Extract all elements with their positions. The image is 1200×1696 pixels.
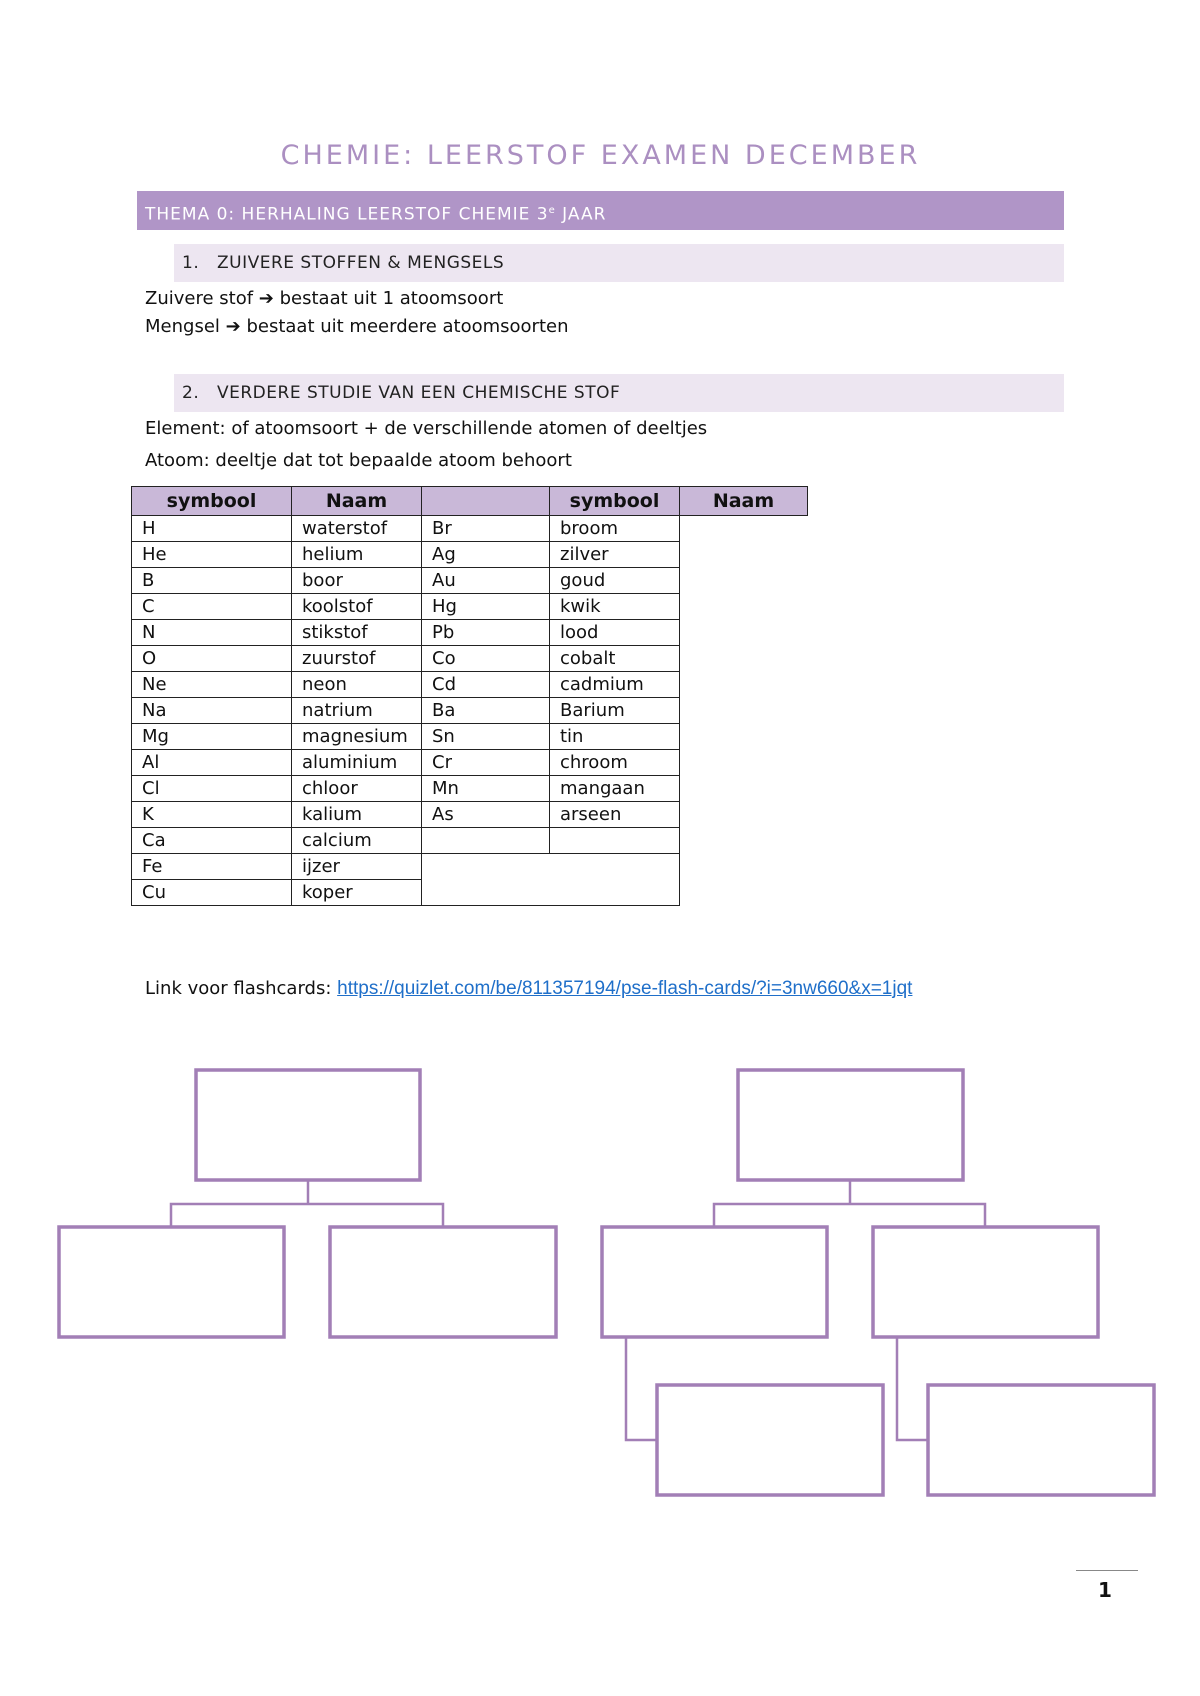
cell-naam-left: boor	[292, 568, 422, 594]
cell-naam-right: arseen	[550, 802, 680, 828]
cell-naam-right: broom	[550, 516, 680, 542]
diagram-box-right-b	[873, 1227, 1098, 1337]
cell-symbool-left: Ne	[132, 672, 292, 698]
cell-symbool-left: K	[132, 802, 292, 828]
flashcards-link[interactable]: https://quizlet.com/be/811357194/pse-flash-cards/?i=3nw660&x=1jqt	[337, 978, 913, 999]
right-arrow-icon: ➔	[258, 288, 274, 309]
cell-naam-left: waterstof	[292, 516, 422, 542]
cell-symbool-right: Sn	[422, 724, 550, 750]
cell-naam-left: zuurstof	[292, 646, 422, 672]
footer-rule	[1076, 1570, 1138, 1571]
cell-naam-right: kwik	[550, 594, 680, 620]
connector-right-a-child	[626, 1337, 657, 1440]
cell-symbool-left: Al	[132, 750, 292, 776]
cell-symbool-left: Cl	[132, 776, 292, 802]
section-1-title: ZUIVERE STOFFEN & MENGSELS	[217, 253, 505, 273]
cell-naam-left: magnesium	[292, 724, 422, 750]
diagram-boxes	[59, 1070, 1154, 1495]
text-zuivere-stof: bestaat uit 1 atoomsoort	[279, 288, 504, 309]
theme-heading-text: THEMA 0: HERHALING LEERSTOF CHEMIE 3	[145, 204, 549, 225]
cell-naam-left: koper	[292, 880, 422, 906]
term-zuivere-stof: Zuivere stof	[145, 288, 254, 309]
header-symbool-right: symbool	[550, 487, 680, 516]
diagram-box-left-top	[196, 1070, 420, 1180]
cell-symbool-right: Cd	[422, 672, 550, 698]
cell-symbool-left: C	[132, 594, 292, 620]
cell-naam-left: ijzer	[292, 854, 422, 880]
cell-symbool-right: Co	[422, 646, 550, 672]
theme-heading-suffix: JAAR	[555, 204, 607, 225]
cell-symbool-right: Br	[422, 516, 550, 542]
cell-symbool-left: Fe	[132, 854, 292, 880]
cell-symbool-left: H	[132, 516, 292, 542]
cell-symbool-right: Cr	[422, 750, 550, 776]
cell-symbool-right: Hg	[422, 594, 550, 620]
text-atoom: deeltje dat tot bepaalde atoom behoort	[209, 450, 572, 471]
cell-symbool-left: B	[132, 568, 292, 594]
right-arrow-icon: ➔	[225, 316, 241, 337]
cell-naam-left: neon	[292, 672, 422, 698]
cell-naam-right: goud	[550, 568, 680, 594]
header-symbool-left: symbool	[132, 487, 292, 516]
cell-symbool-right: Ba	[422, 698, 550, 724]
flashcards-label: Link voor flashcards:	[145, 978, 332, 999]
cell-symbool-right: Au	[422, 568, 550, 594]
cell-symbool-right: Pb	[422, 620, 550, 646]
cell-naam-left: natrium	[292, 698, 422, 724]
cell-naam-right: cadmium	[550, 672, 680, 698]
term-element: Element:	[145, 418, 226, 439]
theme-heading-superscript: e	[548, 205, 556, 216]
term-atoom: Atoom:	[145, 450, 210, 471]
text-element: of atoomsoort + de verschillende atomen of deeltjes	[225, 418, 708, 439]
cell-symbool-left: Mg	[132, 724, 292, 750]
cell-symbool-left: N	[132, 620, 292, 646]
connector-right-branch	[714, 1204, 985, 1227]
cell-naam-right: zilver	[550, 542, 680, 568]
cell-symbool-right: Ag	[422, 542, 550, 568]
cell-naam-right: tin	[550, 724, 680, 750]
diagram-box-right-top	[738, 1070, 963, 1180]
cell-symbool-left: Ca	[132, 828, 292, 854]
cell-naam-left: chloor	[292, 776, 422, 802]
connector-right-b-child	[897, 1337, 928, 1440]
cell-symbool-left: O	[132, 646, 292, 672]
cell-symbool-right: Mn	[422, 776, 550, 802]
cell-naam-left: aluminium	[292, 750, 422, 776]
text-mengsel: bestaat uit meerdere atoomsoorten	[246, 316, 569, 337]
connector-left-branch	[171, 1204, 443, 1227]
section-2-number: 2.	[182, 383, 200, 403]
cell-naam-left: koolstof	[292, 594, 422, 620]
cell-symbool-left: Cu	[132, 880, 292, 906]
cell-symbool-left: Na	[132, 698, 292, 724]
cell-naam-right: cobalt	[550, 646, 680, 672]
cell-symbool-left: He	[132, 542, 292, 568]
section-2-title: VERDERE STUDIE VAN EEN CHEMISCHE STOF	[217, 383, 621, 403]
cell-naam-right: chroom	[550, 750, 680, 776]
term-mengsel: Mengsel	[145, 316, 220, 337]
page-number: 1	[1098, 1578, 1112, 1602]
diagram-box-left-a	[59, 1227, 284, 1337]
cell-naam-left: kalium	[292, 802, 422, 828]
cell-naam-left: calcium	[292, 828, 422, 854]
diagram-box-right-b-child	[928, 1385, 1154, 1495]
page-title: CHEMIE: LEERSTOF EXAMEN DECEMBER	[280, 140, 921, 171]
diagram-box-right-a-child	[657, 1385, 883, 1495]
cell-symbool-right: As	[422, 802, 550, 828]
diagram-box-right-a	[602, 1227, 827, 1337]
cell-naam-right: lood	[550, 620, 680, 646]
cell-naam-right: mangaan	[550, 776, 680, 802]
header-naam-right: Naam	[680, 487, 808, 516]
section-1-number: 1.	[182, 253, 200, 273]
diagram-connectors	[171, 1180, 985, 1440]
diagram-box-left-b	[330, 1227, 556, 1337]
cell-naam-left: stikstof	[292, 620, 422, 646]
header-naam-left: Naam	[292, 487, 422, 516]
cell-naam-right: Barium	[550, 698, 680, 724]
cell-naam-left: helium	[292, 542, 422, 568]
